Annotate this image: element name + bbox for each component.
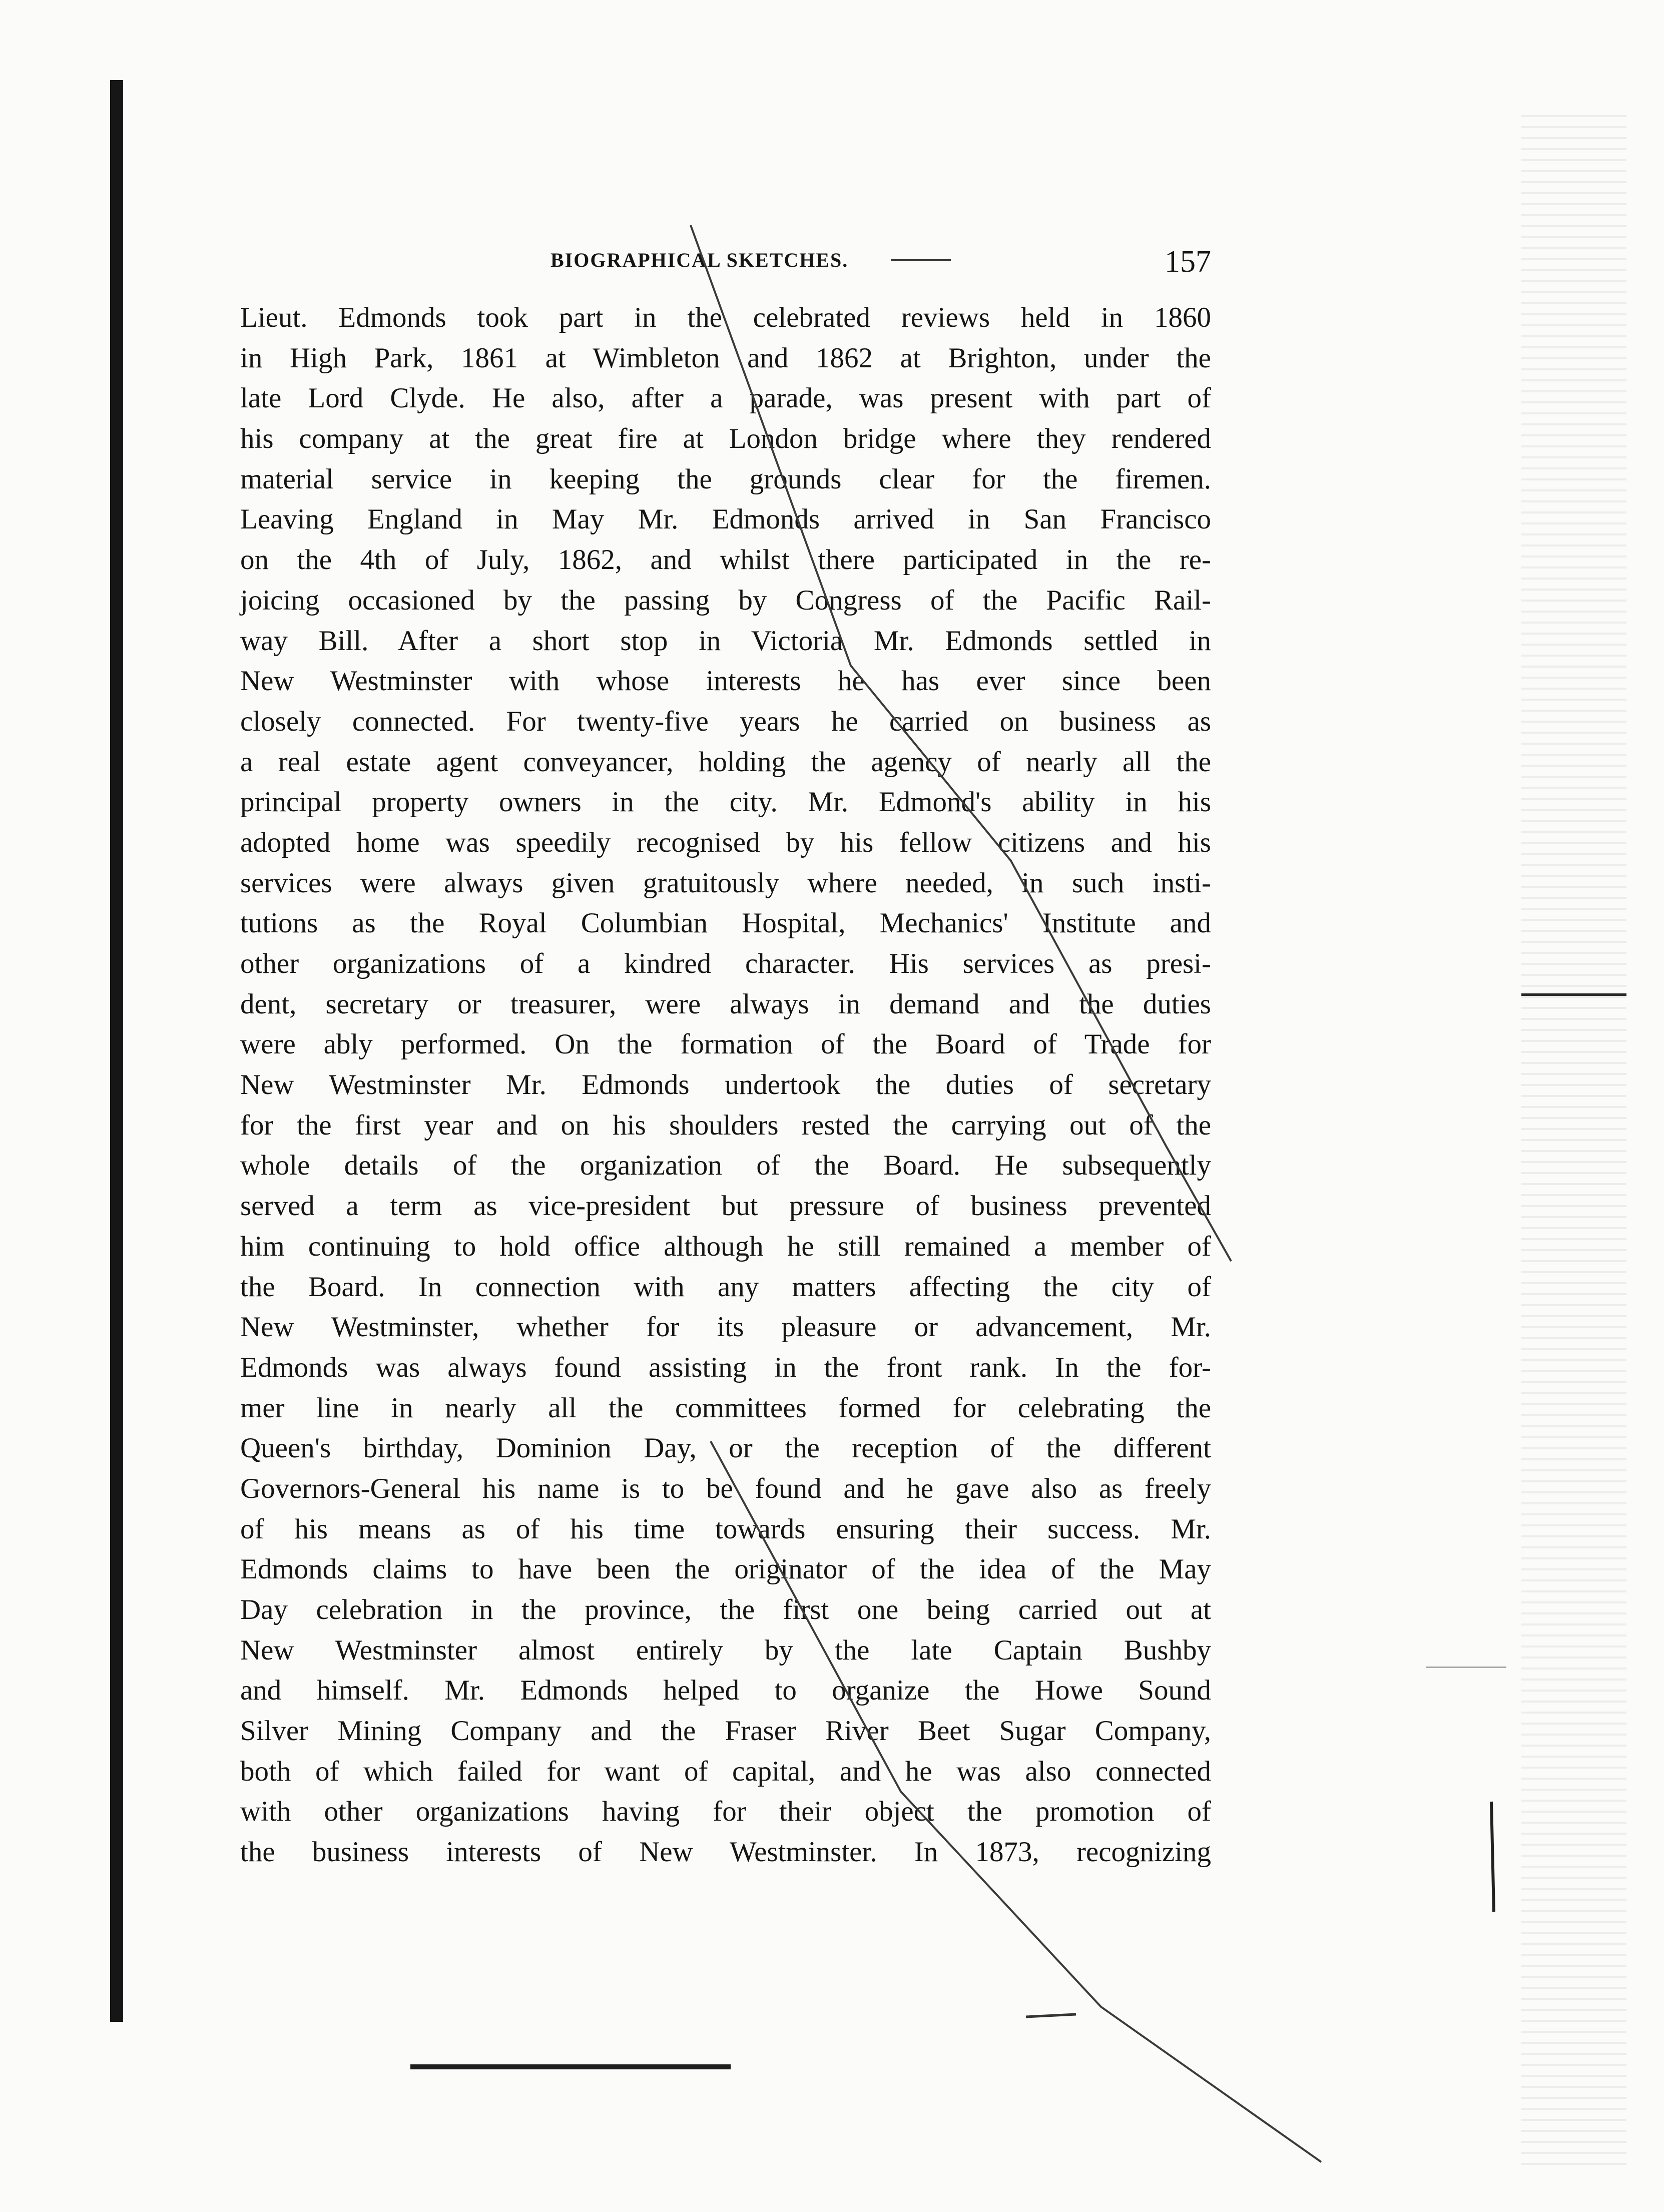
text-line: his company at the great fire at London bridge where they rendered xyxy=(240,423,1211,455)
text-line: closely connected. For twenty-five years he carried on business as xyxy=(240,705,1211,737)
text-line: dent, secretary or treasurer, were always in demand and the duties xyxy=(240,988,1211,1020)
text-line: joicing occasioned by the passing by Congress of the Pacific Rail- xyxy=(240,584,1211,616)
bottom-rule xyxy=(410,2064,731,2069)
margin-dash xyxy=(1426,1667,1506,1668)
text-line: principal property owners in the city. Mr. Edmond's ability in his xyxy=(240,786,1211,818)
text-line: were ably performed. On the formation of the Board of Trade for xyxy=(240,1028,1211,1060)
body-text xyxy=(240,298,1211,1873)
right-margin-scan-noise xyxy=(1521,115,1626,2167)
text-line: tutions as the Royal Columbian Hospital, Mechanics' Institute and xyxy=(240,907,1211,939)
text-line: in High Park, 1861 at Wimbleton and 1862 at Brighton, under the xyxy=(240,342,1211,374)
text-line: other organizations of a kindred character. His services as presi- xyxy=(240,948,1211,979)
text-line: New Westminster Mr. Edmonds undertook the duties of secretary xyxy=(240,1069,1211,1101)
text-line: material service in keeping the grounds clear for the firemen. xyxy=(240,463,1211,495)
text-line: a real estate agent conveyancer, holding the agency of nearly all the xyxy=(240,746,1211,778)
text-line: of his means as of his time towards ensuring their success. Mr. xyxy=(240,1513,1211,1545)
text-line: late Lord Clyde. He also, after a parade, was present with part of xyxy=(240,382,1211,414)
text-line: services were always given gratuitously where needed, in such insti- xyxy=(240,867,1211,899)
page-number: 157 xyxy=(1165,245,1211,279)
text-line: New Westminster, whether for its pleasure or advancement, Mr. xyxy=(240,1311,1211,1343)
text-line: New Westminster with whose interests he has ever since been xyxy=(240,665,1211,697)
text-line: Silver Mining Company and the Fraser River Beet Sugar Company, xyxy=(240,1715,1211,1747)
text-line: and himself. Mr. Edmonds helped to organize the Howe Sound xyxy=(240,1675,1211,1707)
text-line: served a term as vice-president but pressure of business prevented xyxy=(240,1190,1211,1222)
text-line: way Bill. After a short stop in Victoria Mr. Edmonds settled in xyxy=(240,625,1211,657)
text-line: Leaving England in May Mr. Edmonds arrived in San Francisco xyxy=(240,503,1211,535)
text-line: whole details of the organization of the Board. He subsequently xyxy=(240,1150,1211,1182)
text-line: Day celebration in the province, the first one being carried out at xyxy=(240,1594,1211,1625)
text-line: on the 4th of July, 1862, and whilst there participated in the re- xyxy=(240,544,1211,576)
text-line: with other organizations having for their object the promotion of xyxy=(240,1796,1211,1828)
text-line: the Board. In connection with any matters affecting the city of xyxy=(240,1271,1211,1303)
text-line: adopted home was speedily recognised by his fellow citizens and his xyxy=(240,826,1211,858)
text-line: for the first year and on his shoulders rested the carrying out of the xyxy=(240,1109,1211,1141)
text-line: mer line in nearly all the committees formed for celebrating the xyxy=(240,1392,1211,1424)
text-line: Governors-General his name is to be found and he gave also as freely xyxy=(240,1472,1211,1504)
margin-dash xyxy=(1521,993,1626,996)
running-head xyxy=(240,244,1211,289)
text-line: him continuing to hold office although he still remained a member of xyxy=(240,1230,1211,1262)
text-line: the business interests of New Westminster. In 1873, recognizing xyxy=(240,1836,1211,1868)
text-line: Queen's birthday, Dominion Day, or the reception of the different xyxy=(240,1432,1211,1464)
text-line: New Westminster almost entirely by the late Captain Bushby xyxy=(240,1634,1211,1666)
text-line: Edmonds claims to have been the originator of the idea of the May xyxy=(240,1553,1211,1585)
text-line: Edmonds was always found assisting in the front rank. In the for- xyxy=(240,1351,1211,1383)
binding-edge-bar xyxy=(110,80,123,2022)
text-line: both of which failed for want of capital, and he was also connected xyxy=(240,1755,1211,1787)
running-title: BIOGRAPHICAL SKETCHES. xyxy=(550,249,849,271)
text-line: Lieut. Edmonds took part in the celebrated reviews held in 1860 xyxy=(240,302,1211,333)
header-dash xyxy=(891,259,951,261)
